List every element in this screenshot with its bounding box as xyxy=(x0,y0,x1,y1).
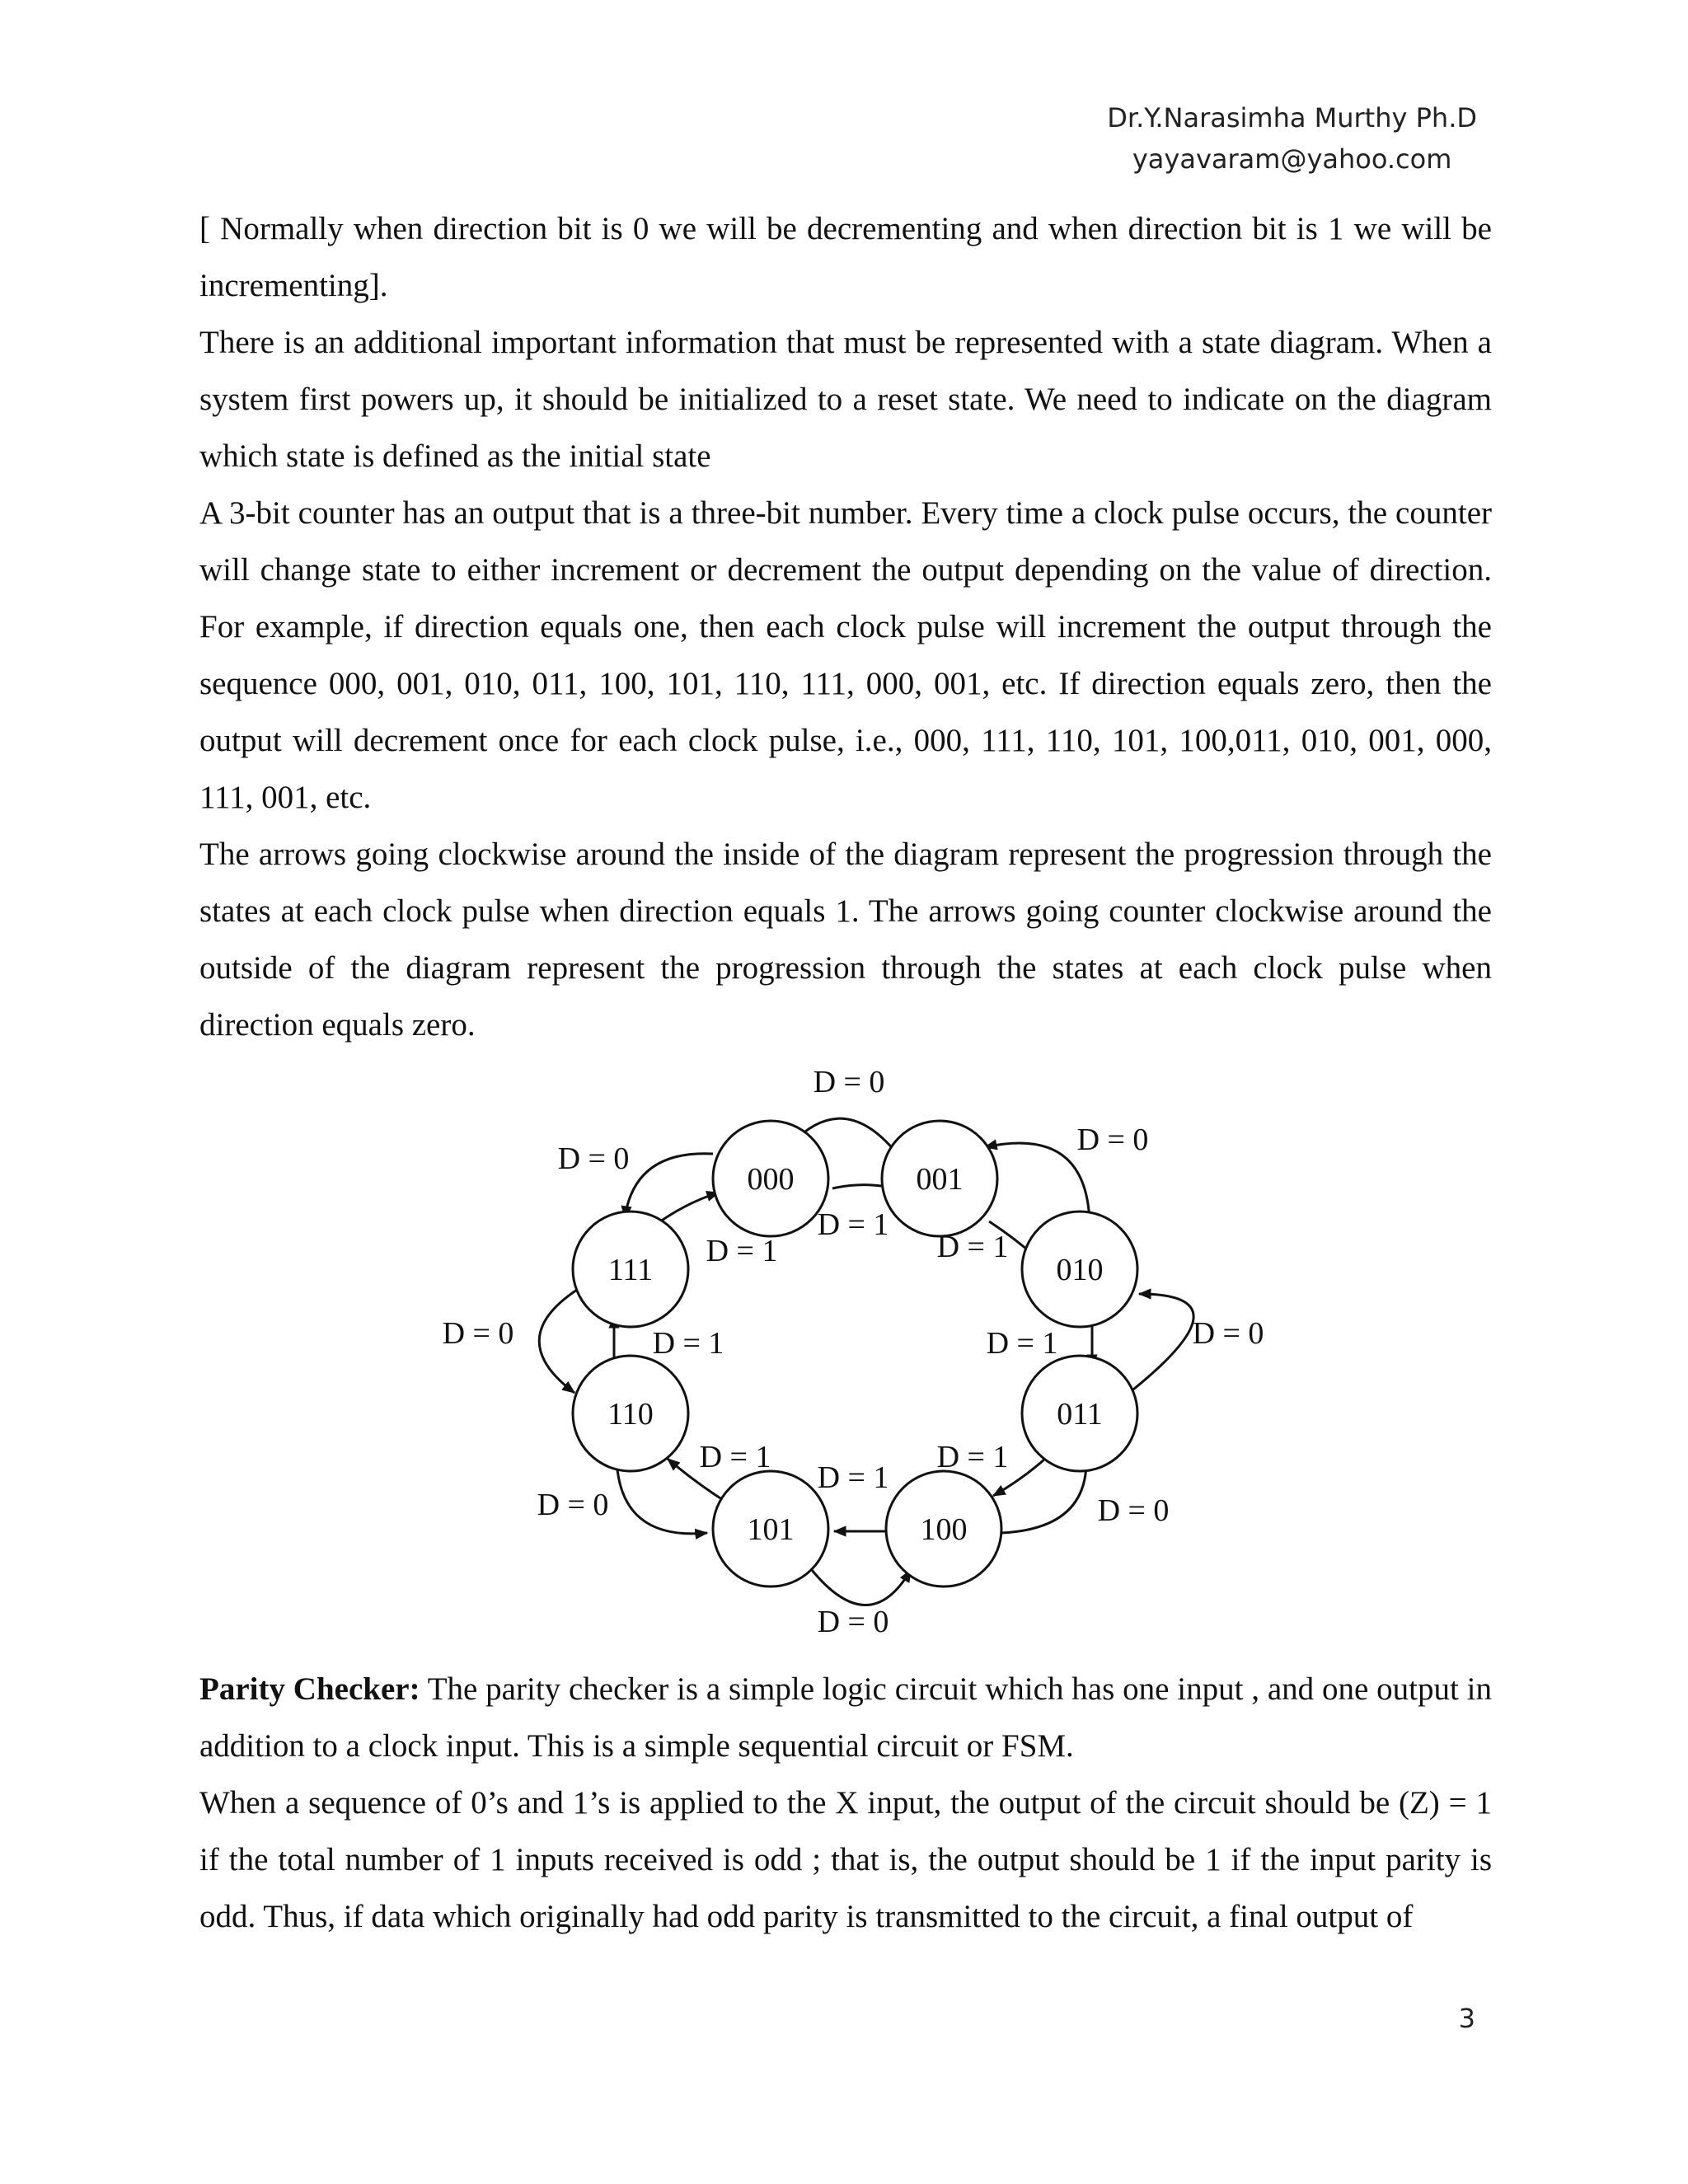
state-000-label: 000 xyxy=(747,1162,795,1197)
transition-label-100-101: D = 1 xyxy=(817,1460,889,1495)
paragraph-initial-state: There is an additional important information that must be represented with a state diagram. When a system first powers up, it should be initialized to a reset state. We need to indicate on the diagram which state is defined as the initial state xyxy=(199,325,1492,474)
paragraph-direction-bit: [ Normally when direction bit is 0 we will be decrementing and when direction bit is 1 we will be incrementing]. xyxy=(199,211,1492,303)
transition-label-001-000: D = 0 xyxy=(813,1065,885,1099)
paragraph-parity-intro xyxy=(199,1661,1492,1774)
state-diagram-svg xyxy=(412,1059,1286,1652)
transition-label-110-101: D = 0 xyxy=(537,1488,609,1522)
state-diagram xyxy=(412,1059,1286,1652)
page-number: 3 xyxy=(1458,2003,1475,2034)
body-text-top xyxy=(199,200,1492,1053)
transition-label-111-000: D = 1 xyxy=(706,1234,778,1268)
parity-checker-intro: The parity checker is a simple logic circuit which has one input , and one output in addition to a clock input. This is a simple sequential circuit or FSM. xyxy=(199,1671,1492,1764)
transition-label-000-111: D = 0 xyxy=(557,1141,630,1176)
paragraph-arrows: The arrows going clockwise around the inside of the diagram represent the progression through the states at each clock pulse when direction equals 1. The arrows going counter clockwise around the outside of the diagram represent the progression through the states at each clock pulse when direction equals zero. xyxy=(199,837,1492,1043)
state-001-label: 001 xyxy=(916,1162,964,1197)
arrow-101-to-100 xyxy=(812,1570,911,1605)
transition-label-001-010: D = 1 xyxy=(936,1230,1009,1264)
transition-label-000-001: D = 1 xyxy=(817,1207,889,1242)
state-101-label: 101 xyxy=(747,1512,795,1547)
parity-checker-heading: Parity Checker: xyxy=(199,1671,420,1707)
transition-label-010-001: D = 0 xyxy=(1076,1122,1149,1157)
author-name: Dr.Y.Narasimha Murthy Ph.D xyxy=(1107,102,1477,134)
arrow-000-to-111 xyxy=(625,1154,713,1218)
author-email: yayavaram@yahoo.com xyxy=(1132,143,1452,175)
arrow-111-to-110 xyxy=(539,1290,577,1393)
transition-label-101-100: D = 0 xyxy=(817,1605,889,1639)
transition-label-010-011: D = 1 xyxy=(986,1326,1058,1361)
body-text-bottom xyxy=(199,1661,1492,1945)
transition-label-011-010: D = 0 xyxy=(1192,1316,1264,1351)
state-100-label: 100 xyxy=(920,1512,968,1547)
state-111-label: 111 xyxy=(607,1253,654,1287)
paragraph-3bit-counter: A 3-bit counter has an output that is a three-bit number. Every time a clock pulse occurs, the counter will change state to either increment or decrement the output depending on the value of direction. For example, if direction equals one, then each clock pulse will increment the output through the sequence 000, 001, 010, 011, 100, 101, 110, 111, 000, 001, etc. If direction equals zero, then the output will decrement once for each clock pulse, i.e., 000, 111, 110, 101, 100,011, 010, 001, 000, 111, 001, etc. xyxy=(199,495,1492,815)
transition-label-011-100: D = 1 xyxy=(936,1440,1009,1474)
transition-label-110-111: D = 1 xyxy=(652,1326,724,1361)
arrow-010-to-001 xyxy=(985,1143,1090,1222)
state-110-label: 110 xyxy=(607,1397,654,1432)
transition-label-100-011: D = 0 xyxy=(1097,1493,1170,1528)
state-011-label: 011 xyxy=(1057,1397,1103,1432)
arrow-011-to-010 xyxy=(1129,1294,1193,1393)
paragraph-parity-odd: When a sequence of 0’s and 1’s is applied to the X input, the output of the circuit should be (Z) = 1 if the total number of 1 inputs received is odd ; that is, the output should be 1 if the input parity is odd. Thus, if data which originally had odd parity is transmitted to the circuit, a final output of xyxy=(199,1785,1492,1934)
transition-label-111-110: D = 0 xyxy=(442,1316,514,1351)
page-header xyxy=(1107,97,1477,180)
transition-label-101-110: D = 1 xyxy=(699,1440,771,1474)
state-010-label: 010 xyxy=(1056,1253,1104,1287)
